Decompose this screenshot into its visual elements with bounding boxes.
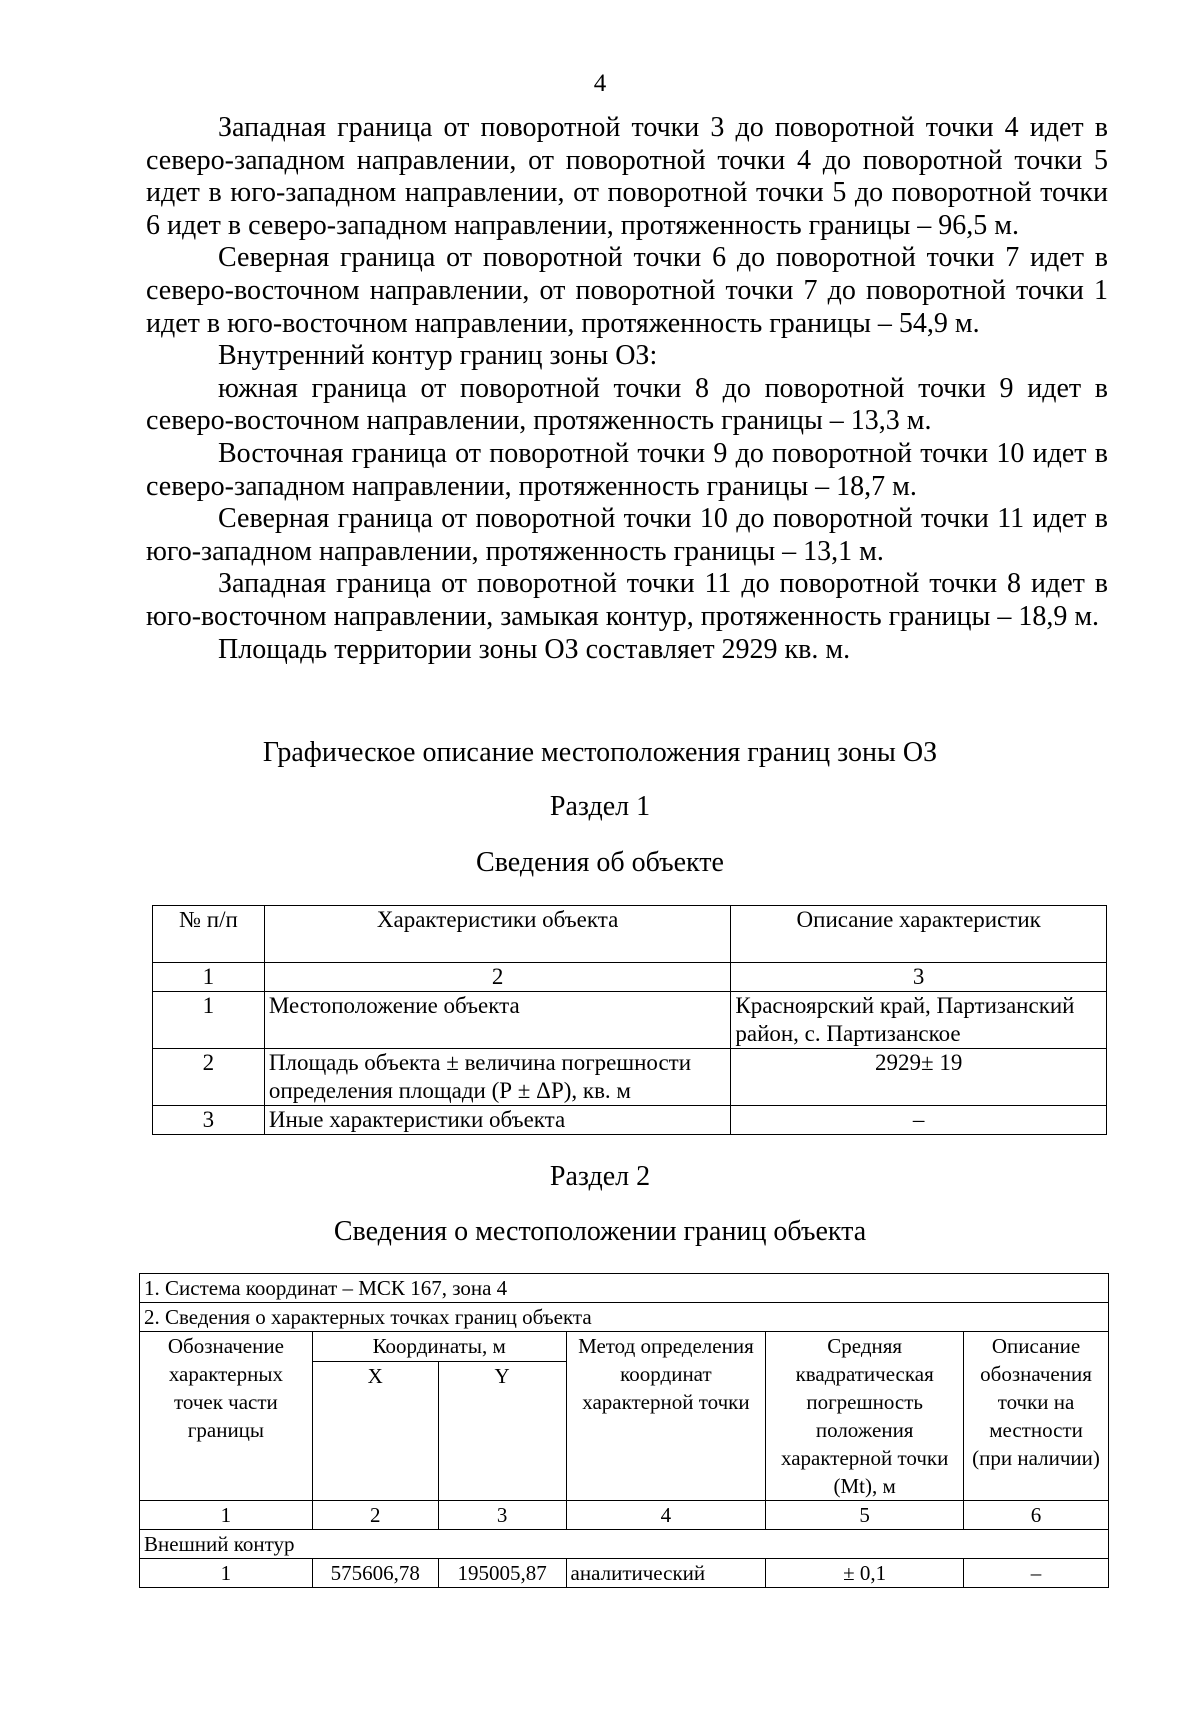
paragraph-area: Площадь территории зоны ОЗ составляет 2929 кв. м. [218, 633, 851, 665]
section2-title: Раздел 2 [549, 1161, 651, 1192]
table-cell: 3 [731, 963, 1107, 992]
body-text [146, 112, 1108, 666]
header-characteristics: Характеристики объекта [264, 906, 731, 963]
table-cell: Площадь объекта ± величина погрешности определения площади (Р ± ΔР), кв. м [264, 1049, 731, 1106]
section1-subtitle: Сведения об объекте [476, 847, 724, 878]
table-index-row [153, 963, 1107, 992]
object-info-table [152, 905, 1107, 1135]
header-coords: Координаты, м [312, 1332, 566, 1362]
table-index-row [140, 1501, 1109, 1530]
header-x: X [312, 1362, 438, 1501]
header-y: Y [438, 1362, 566, 1501]
paragraph-inner-north: Северная граница от поворотной точки 10 до поворотной точки 11 идет в юго-западном направлении, протяженность границы – 13,1 м. [146, 503, 1108, 567]
header-point-description: Описание обозначения точки на местности (при наличии) [964, 1332, 1109, 1501]
page-number: 4 [593, 70, 607, 97]
table-cell: ± 0,1 [766, 1559, 964, 1588]
table-cell: 1 [140, 1559, 313, 1588]
table-row [140, 1303, 1109, 1332]
table-row [140, 1559, 1109, 1588]
table-cell: 6 [964, 1501, 1109, 1530]
table-cell: 3 [438, 1501, 566, 1530]
table-cell: 575606,78 [312, 1559, 438, 1588]
header-description: Описание характеристик [731, 906, 1107, 963]
paragraph-west-border: Западная граница от поворотной точки 3 до поворотной точки 4 идет в северо-западном направлении, от поворотной точки 4 до поворотной точки 5 идет в юго-западном направлении, от поворотной точки 5 до поворотной точки 6 идет в северо-западном направлении, протяженность границы – 96,5 м. [146, 112, 1108, 241]
table-cell: 5 [766, 1501, 964, 1530]
table-cell: 2 [153, 1049, 265, 1106]
table-row [140, 1530, 1109, 1559]
table-cell: 3 [153, 1106, 265, 1135]
table-row [153, 992, 1107, 1049]
table-cell: 1 [153, 963, 265, 992]
paragraph-inner-east: Восточная граница от поворотной точки 9 до поворотной точки 10 идет в северо-западном направлении, протяженность границы – 18,7 м. [146, 437, 1108, 502]
table-cell: 4 [566, 1501, 766, 1530]
table-cell: 2 [312, 1501, 438, 1530]
section1-title: Раздел 1 [549, 791, 651, 822]
table-row [153, 1049, 1107, 1106]
table-cell: – [731, 1106, 1107, 1135]
table-cell: 195005,87 [438, 1559, 566, 1588]
table-cell: – [964, 1559, 1109, 1588]
paragraph-inner-contour: Внутренний контур границ зоны ОЗ: [218, 340, 658, 372]
section2-subtitle: Сведения о местоположении границ объекта [333, 1216, 867, 1247]
table-cell: 2929± 19 [731, 1049, 1107, 1106]
table-cell: 1 [140, 1501, 313, 1530]
header-method: Метод определения координат характерной точки [566, 1332, 766, 1501]
header-error: Средняя квадратическая погрешность положения характерной точки (Mt), м [766, 1332, 964, 1501]
table-cell: Красноярский край, Партизанский район, с. Партизанское [731, 992, 1107, 1049]
boundary-points-table [139, 1273, 1109, 1588]
paragraph-north-border: Северная граница от поворотной точки 6 до поворотной точки 7 идет в северо-восточном направлении, от поворотной точки 7 до поворотной точки 1 идет в юго-восточном направлении, протяженность границы – 54,9 м. [146, 242, 1108, 339]
paragraph-inner-south: южная граница от поворотной точки 8 до поворотной точки 9 идет в северо-восточном направлении, протяженность границы – 13,3 м. [146, 372, 1108, 437]
table-row [140, 1274, 1109, 1303]
table-cell: 2 [264, 963, 731, 992]
table-header-row [153, 906, 1107, 963]
contour-label-cell: Внешний контур [140, 1530, 1109, 1559]
coord-system-cell: 1. Система координат – МСК 167, зона 4 [140, 1274, 1109, 1303]
table-header-row [140, 1332, 1109, 1362]
table-cell: 1 [153, 992, 265, 1049]
table-cell: аналитический [566, 1559, 766, 1588]
paragraph-inner-west: Западная граница от поворотной точки 11 до поворотной точки 8 идет в юго-восточном направлении, замыкая контур, протяженность границы – 18,9 м. [146, 568, 1108, 632]
header-designation: Обозначение характерных точек части границы [140, 1332, 313, 1501]
header-number: № п/п [153, 906, 265, 963]
table-cell: Местоположение объекта [264, 992, 731, 1049]
points-info-cell: 2. Сведения о характерных точках границ объекта [140, 1303, 1109, 1332]
table-cell: Иные характеристики объекта [264, 1106, 731, 1135]
graphic-description-heading: Графическое описание местоположения границ зоны ОЗ [262, 737, 938, 768]
table-row [153, 1106, 1107, 1135]
